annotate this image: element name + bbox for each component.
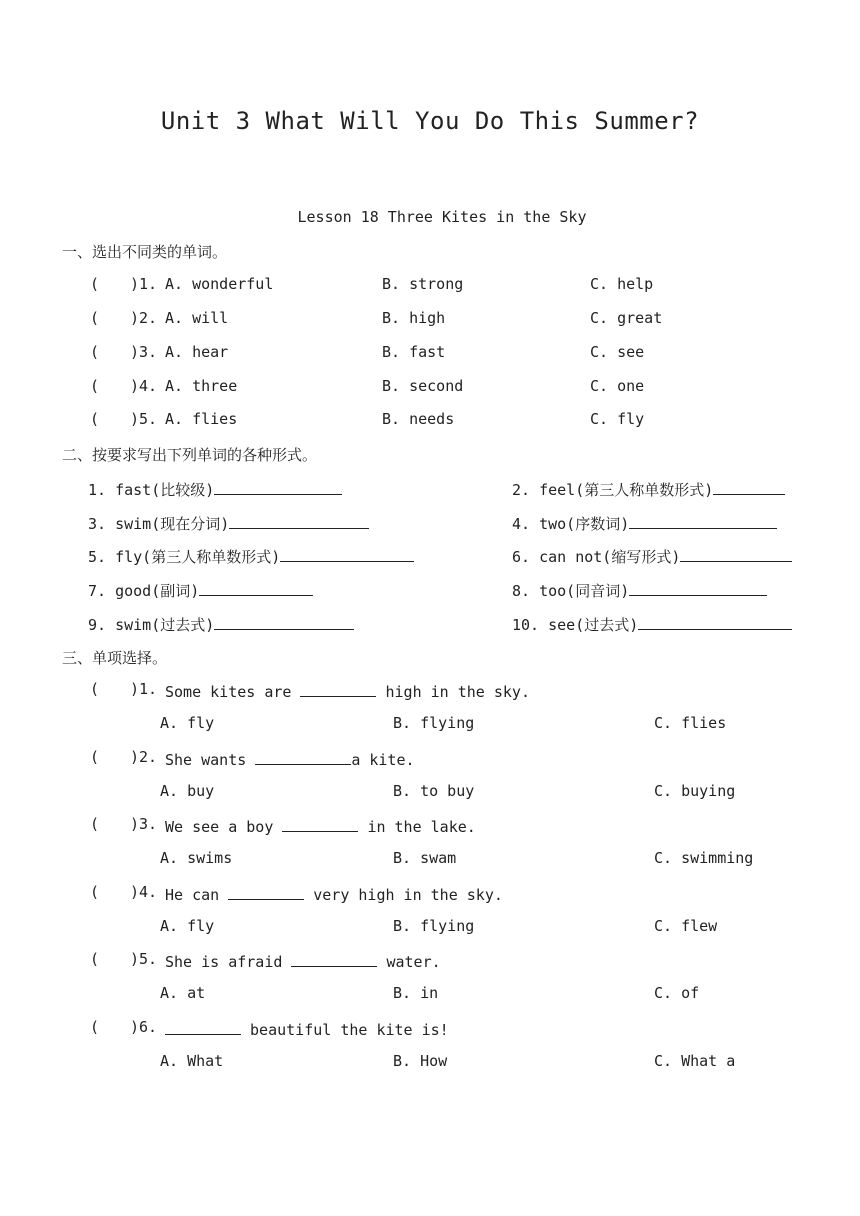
- question-number: )5.: [130, 950, 158, 968]
- option-b: B. fast: [382, 343, 446, 361]
- option-a: A. at: [160, 984, 206, 1002]
- option-b: B. to buy: [393, 782, 475, 800]
- item-label: 1. fast(比较级): [88, 481, 215, 499]
- answer-blank[interactable]: [165, 1018, 241, 1035]
- answer-paren-open: (: [90, 815, 100, 833]
- item-label: 10. see(过去式): [512, 616, 639, 634]
- answer-blank[interactable]: [228, 883, 304, 900]
- option-a: A. hear: [165, 343, 229, 361]
- stem-after-blank: high in the sky.: [385, 683, 530, 701]
- section-2-item: [88, 579, 313, 601]
- option-c: C. of: [654, 984, 700, 1002]
- question-number: )2.: [130, 309, 158, 327]
- item-label: 6. can not(缩写形式): [512, 548, 681, 566]
- option-c: C. one: [590, 377, 645, 395]
- option-c: C. see: [590, 343, 645, 361]
- option-a: A. wonderful: [165, 275, 274, 293]
- option-c: C. flew: [654, 917, 718, 935]
- answer-blank[interactable]: [282, 815, 358, 832]
- option-a: A. three: [165, 377, 238, 395]
- question-stem: [165, 950, 441, 971]
- answer-paren-open: (: [90, 410, 100, 428]
- option-b: B. in: [393, 984, 439, 1002]
- item-label: 8. too(同音词): [512, 582, 630, 600]
- stem-after-blank: beautiful the kite is!: [250, 1021, 449, 1039]
- option-b: B. How: [393, 1052, 448, 1070]
- answer-blank[interactable]: [214, 613, 354, 630]
- answer-blank[interactable]: [291, 950, 377, 967]
- answer-paren-open: (: [90, 950, 100, 968]
- question-number: )1.: [130, 680, 158, 698]
- item-label: 3. swim(现在分词): [88, 515, 230, 533]
- item-label: 5. fly(第三人称单数形式): [88, 548, 281, 566]
- item-label: 2. feel(第三人称单数形式): [512, 481, 714, 499]
- answer-paren-open: (: [90, 883, 100, 901]
- answer-blank[interactable]: [214, 478, 342, 495]
- question-number: )1.: [130, 275, 158, 293]
- section-2-item: [512, 478, 785, 500]
- question-stem: [165, 883, 503, 904]
- answer-blank[interactable]: [638, 613, 792, 630]
- answer-blank[interactable]: [680, 545, 792, 562]
- question-stem: [165, 680, 530, 701]
- question-number: )4.: [130, 883, 158, 901]
- option-c: C. help: [590, 275, 654, 293]
- answer-paren-open: (: [90, 309, 100, 327]
- option-c: C. What a: [654, 1052, 736, 1070]
- answer-blank[interactable]: [229, 512, 369, 529]
- option-a: A. fly: [160, 714, 215, 732]
- answer-blank[interactable]: [629, 512, 777, 529]
- stem-before-blank: We see a boy: [165, 818, 274, 836]
- option-a: A. will: [165, 309, 229, 327]
- option-a: A. fly: [160, 917, 215, 935]
- section-2-item: [88, 613, 354, 635]
- section-2-heading: 二、按要求写出下列单词的各种形式。: [62, 446, 318, 464]
- option-a: A. buy: [160, 782, 215, 800]
- option-b: B. swam: [393, 849, 457, 867]
- option-b: B. needs: [382, 410, 455, 428]
- question-number: )3.: [130, 815, 158, 833]
- question-number: )2.: [130, 748, 158, 766]
- option-c: C. fly: [590, 410, 645, 428]
- answer-blank[interactable]: [300, 680, 376, 697]
- option-c: C. buying: [654, 782, 736, 800]
- option-a: A. flies: [165, 410, 238, 428]
- answer-blank[interactable]: [280, 545, 414, 562]
- question-number: )5.: [130, 410, 158, 428]
- option-a: A. swims: [160, 849, 233, 867]
- stem-after-blank: water.: [386, 953, 441, 971]
- answer-paren-open: (: [90, 377, 100, 395]
- stem-before-blank: She wants: [165, 751, 247, 769]
- section-3-heading: 三、单项选择。: [62, 649, 168, 667]
- answer-blank[interactable]: [255, 748, 351, 765]
- option-c: C. swimming: [654, 849, 754, 867]
- stem-before-blank: She is afraid: [165, 953, 283, 971]
- stem-before-blank: He can: [165, 886, 220, 904]
- option-b: B. strong: [382, 275, 464, 293]
- question-number: )6.: [130, 1018, 158, 1036]
- option-c: C. flies: [654, 714, 727, 732]
- page-title: Unit 3 What Will You Do This Summer?: [160, 107, 700, 135]
- question-stem: [165, 815, 476, 836]
- section-2-item: [88, 478, 342, 500]
- item-label: 7. good(副词): [88, 582, 200, 600]
- stem-after-blank: a kite.: [351, 751, 415, 769]
- option-a: A. What: [160, 1052, 224, 1070]
- section-2-item: [88, 545, 414, 567]
- answer-blank[interactable]: [629, 579, 767, 596]
- question-stem: [165, 1018, 449, 1039]
- stem-before-blank: Some kites are: [165, 683, 292, 701]
- answer-paren-open: (: [90, 343, 100, 361]
- answer-blank[interactable]: [199, 579, 313, 596]
- answer-paren-open: (: [90, 748, 100, 766]
- item-label: 4. two(序数词): [512, 515, 630, 533]
- answer-paren-open: (: [90, 1018, 100, 1036]
- answer-paren-open: (: [90, 680, 100, 698]
- item-label: 9. swim(过去式): [88, 616, 215, 634]
- section-2-item: [512, 512, 777, 534]
- stem-after-blank: very high in the sky.: [313, 886, 503, 904]
- lesson-subtitle: Lesson 18 Three Kites in the Sky: [297, 208, 587, 226]
- section-2-item: [88, 512, 369, 534]
- question-number: )3.: [130, 343, 158, 361]
- question-stem: [165, 748, 415, 769]
- option-b: B. second: [382, 377, 464, 395]
- section-2-item: [512, 613, 792, 635]
- answer-blank[interactable]: [713, 478, 785, 495]
- option-b: B. flying: [393, 714, 475, 732]
- section-1-heading: 一、选出不同类的单词。: [62, 243, 228, 261]
- option-b: B. flying: [393, 917, 475, 935]
- answer-paren-open: (: [90, 275, 100, 293]
- option-c: C. great: [590, 309, 663, 327]
- section-2-item: [512, 579, 767, 601]
- option-b: B. high: [382, 309, 446, 327]
- section-2-item: [512, 545, 792, 567]
- question-number: )4.: [130, 377, 158, 395]
- stem-after-blank: in the lake.: [367, 818, 476, 836]
